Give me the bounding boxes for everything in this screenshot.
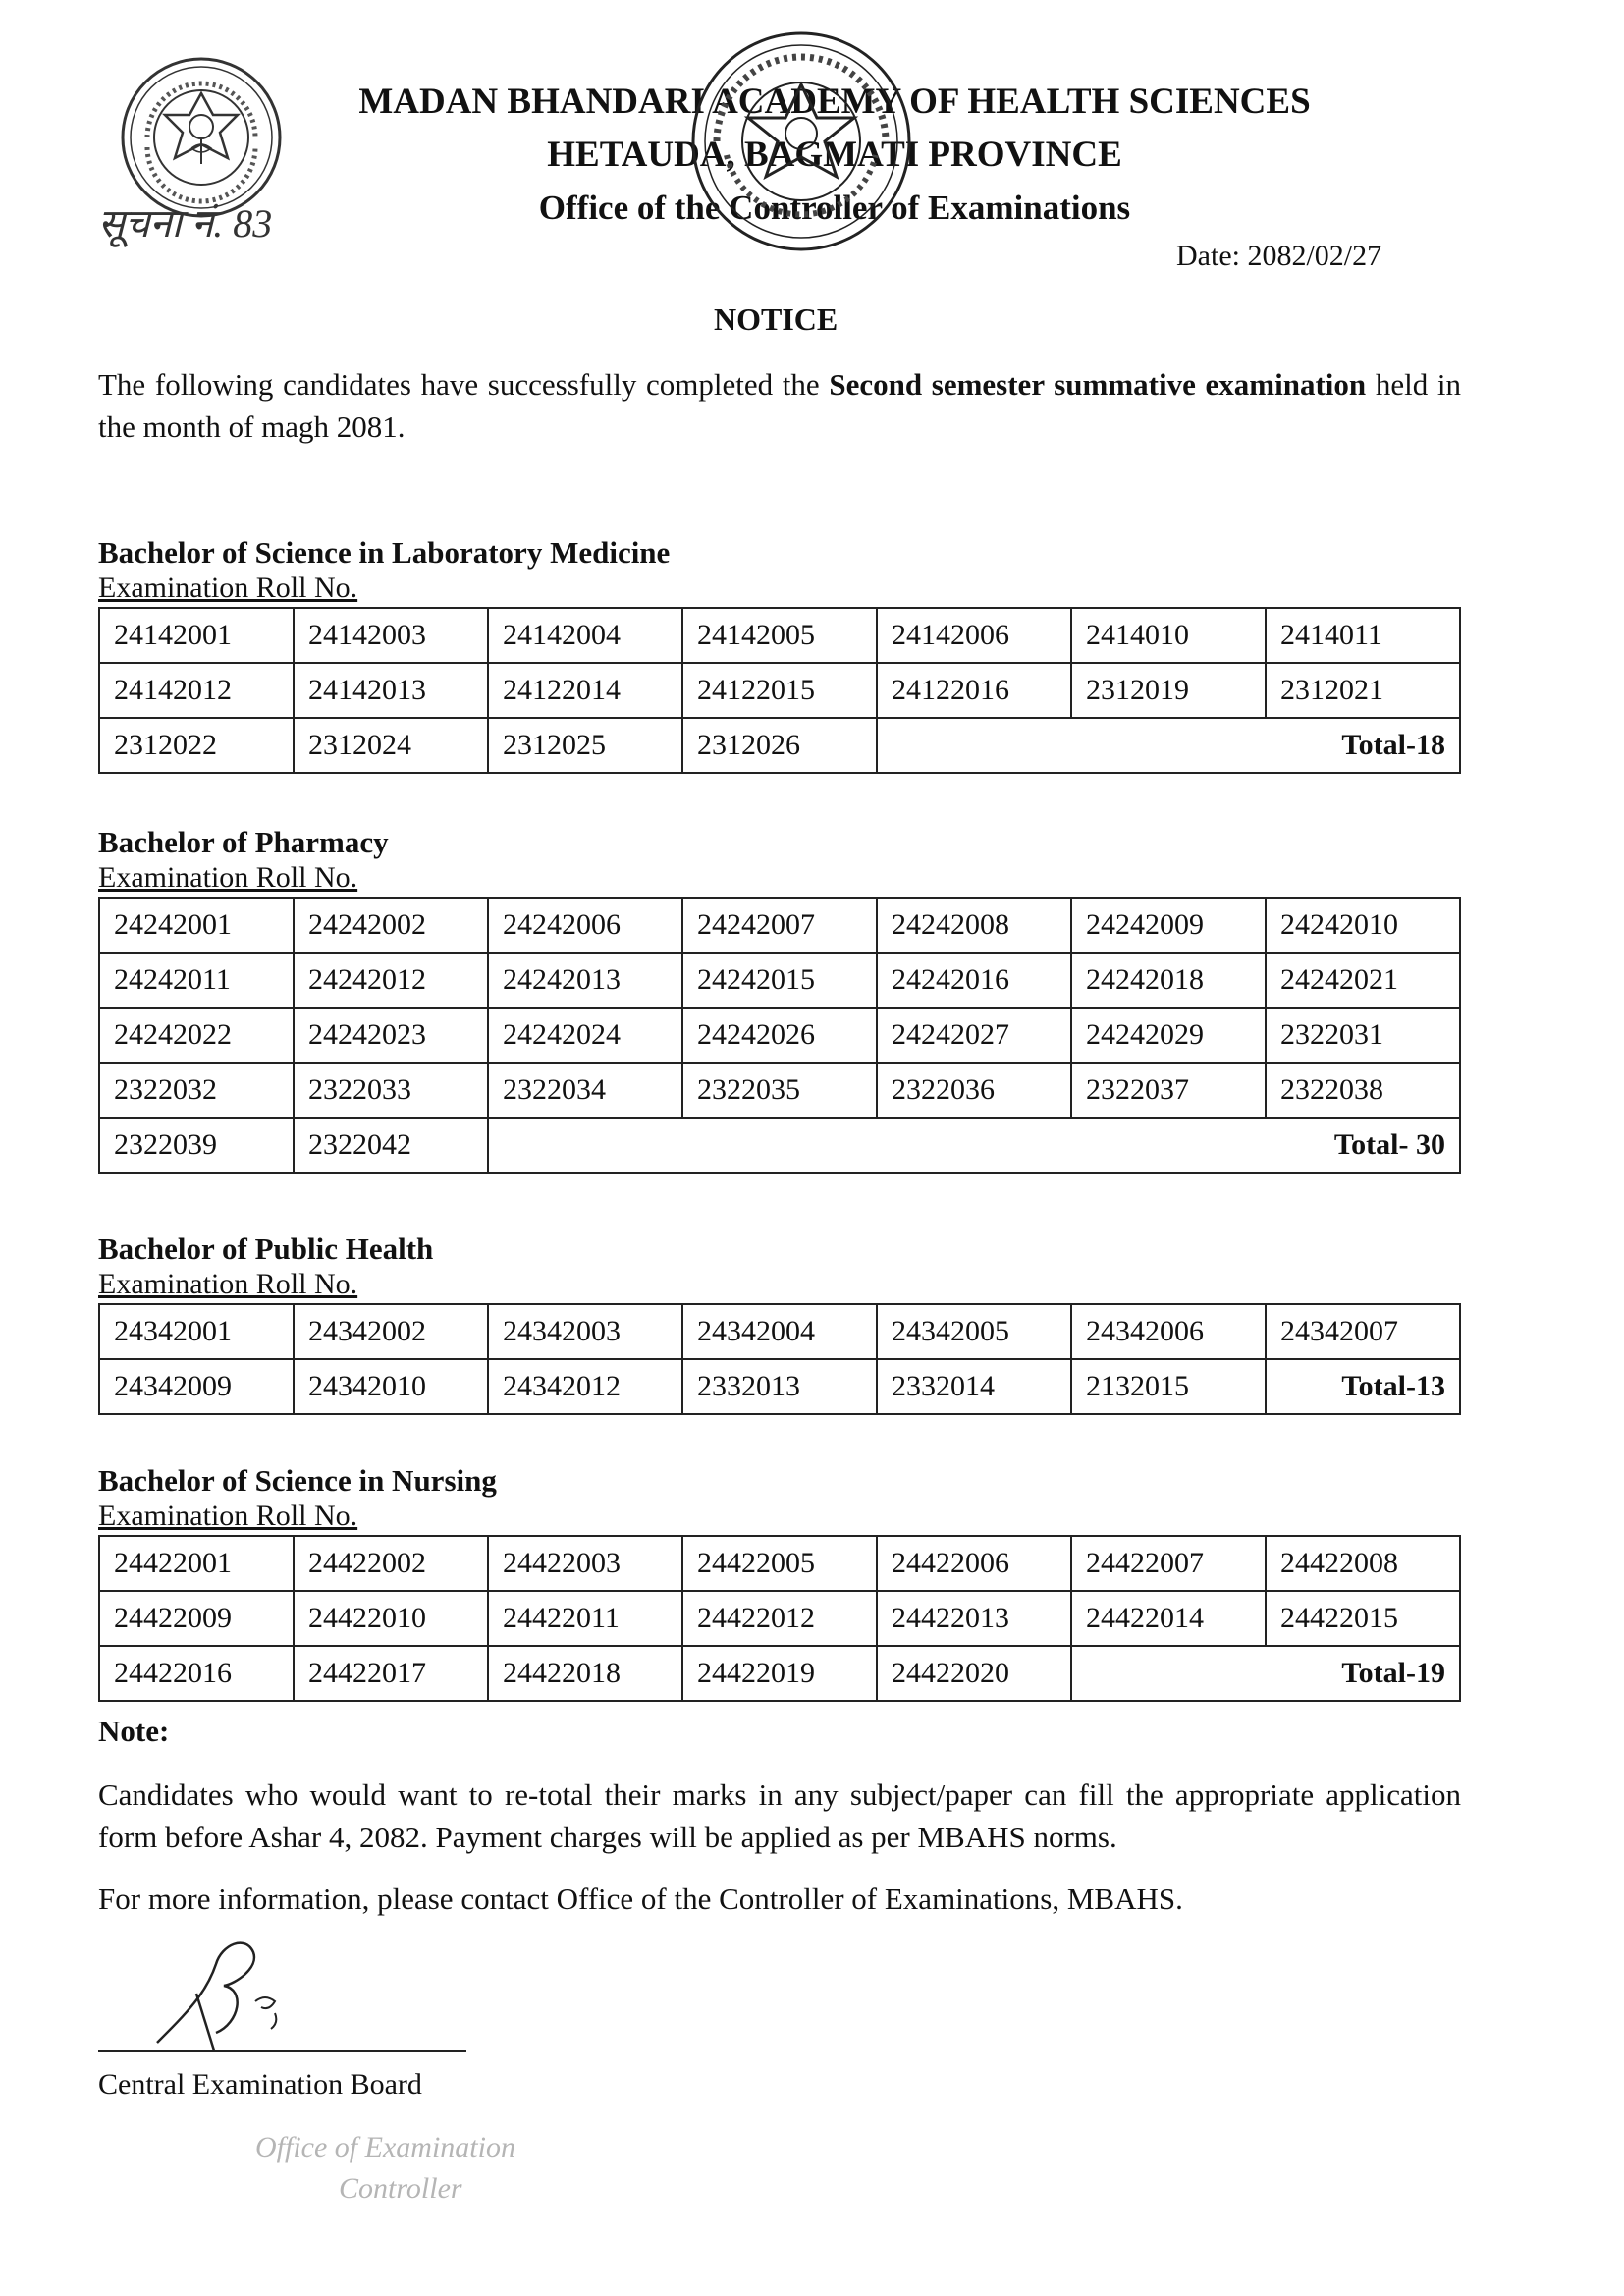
roll-number-cell: 24142004 <box>488 608 682 663</box>
roll-number-cell: 24242010 <box>1266 898 1460 953</box>
roll-number-cell: 24342002 <box>294 1304 488 1359</box>
roll-number-cell: 24242021 <box>1266 953 1460 1008</box>
roll-table-lab-medicine <box>98 607 1461 774</box>
signature-image <box>137 1925 334 2052</box>
roll-number-cell: 24242024 <box>488 1008 682 1063</box>
roll-number-cell: 24242011 <box>99 953 294 1008</box>
institution-name: MADAN BHANDARI ACADEMY OF HEALTH SCIENCES <box>358 82 1311 122</box>
roll-number-cell: 24142001 <box>99 608 294 663</box>
roll-number-cell: 24422005 <box>682 1536 877 1591</box>
roll-number-cell: 24422020 <box>877 1646 1071 1701</box>
roll-number-cell: 24342012 <box>488 1359 682 1414</box>
roll-number-cell: 24342005 <box>877 1304 1071 1359</box>
notice-title: NOTICE <box>714 301 839 337</box>
roll-number-cell: 24242006 <box>488 898 682 953</box>
table-row <box>99 663 1460 718</box>
table-row <box>99 608 1460 663</box>
office-stamp-line1: Office of Examination <box>255 2131 515 2163</box>
roll-number-cell: 24422009 <box>99 1591 294 1646</box>
section-title-nursing: Bachelor of Science in Nursing <box>98 1463 497 1498</box>
roll-number-cell: 2332014 <box>877 1359 1071 1414</box>
roll-number-cell: 24242018 <box>1071 953 1266 1008</box>
section-title-lab-medicine: Bachelor of Science in Laboratory Medicine <box>98 535 671 570</box>
roll-number-cell: 2322031 <box>1266 1008 1460 1063</box>
roll-number-cell: 24422019 <box>682 1646 877 1701</box>
section-subtitle: Examination Roll No. <box>98 1500 358 1532</box>
roll-table-pharmacy <box>98 897 1461 1174</box>
roll-number-cell: 24142013 <box>294 663 488 718</box>
roll-number-cell: 24142012 <box>99 663 294 718</box>
section-total: Total- 30 <box>488 1118 1460 1173</box>
table-row <box>99 1536 1460 1591</box>
table-row <box>99 953 1460 1008</box>
roll-number-cell: 24142005 <box>682 608 877 663</box>
section-title-pharmacy: Bachelor of Pharmacy <box>98 825 389 859</box>
exam-name: Second semester summative examination <box>829 367 1367 402</box>
roll-table-public-health <box>98 1303 1461 1415</box>
roll-number-cell: 2322033 <box>294 1063 488 1118</box>
roll-number-cell: 24422002 <box>294 1536 488 1591</box>
roll-number-cell: 24342003 <box>488 1304 682 1359</box>
roll-number-cell: 24242016 <box>877 953 1071 1008</box>
roll-number-cell: 24422016 <box>99 1646 294 1701</box>
roll-number-cell: 24242009 <box>1071 898 1266 953</box>
roll-number-cell: 2312024 <box>294 718 488 773</box>
roll-number-cell: 2322038 <box>1266 1063 1460 1118</box>
section-title-public-health: Bachelor of Public Health <box>98 1231 434 1266</box>
roll-number-cell: 24142006 <box>877 608 1071 663</box>
roll-number-cell: 24242007 <box>682 898 877 953</box>
table-row <box>99 898 1460 953</box>
roll-table-nursing <box>98 1535 1461 1702</box>
roll-number-cell: 24342001 <box>99 1304 294 1359</box>
examination-board-label: Central Examination Board <box>98 2068 422 2101</box>
roll-number-cell: 2322035 <box>682 1063 877 1118</box>
notice-date: Date: 2082/02/27 <box>1176 240 1382 272</box>
handwritten-reference-number: सूचना नं. 83 <box>98 201 273 246</box>
roll-number-cell: 24142003 <box>294 608 488 663</box>
roll-number-cell: 2332013 <box>682 1359 877 1414</box>
section-total: Total-18 <box>877 718 1460 773</box>
roll-number-cell: 24342010 <box>294 1359 488 1414</box>
roll-number-cell: 24422001 <box>99 1536 294 1591</box>
roll-number-cell: 2312026 <box>682 718 877 773</box>
roll-number-cell: 24422017 <box>294 1646 488 1701</box>
roll-number-cell: 24242022 <box>99 1008 294 1063</box>
roll-number-cell: 24242015 <box>682 953 877 1008</box>
roll-number-cell: 24242012 <box>294 953 488 1008</box>
roll-number-cell: 24422011 <box>488 1591 682 1646</box>
table-row <box>99 1118 1460 1173</box>
roll-number-cell: 24342004 <box>682 1304 877 1359</box>
roll-number-cell: 24422010 <box>294 1591 488 1646</box>
section-total: Total-19 <box>1071 1646 1460 1701</box>
roll-number-cell: 24242023 <box>294 1008 488 1063</box>
roll-number-cell: 2322042 <box>294 1118 488 1173</box>
table-row <box>99 1063 1460 1118</box>
roll-number-cell: 24242008 <box>877 898 1071 953</box>
roll-number-cell: 24122015 <box>682 663 877 718</box>
roll-number-cell: 2322034 <box>488 1063 682 1118</box>
roll-number-cell: 24422015 <box>1266 1591 1460 1646</box>
roll-number-cell: 2322032 <box>99 1063 294 1118</box>
section-subtitle: Examination Roll No. <box>98 1268 358 1300</box>
roll-number-cell: 2132015 <box>1071 1359 1266 1414</box>
table-row <box>99 1646 1460 1701</box>
roll-number-cell: 2312025 <box>488 718 682 773</box>
note-text-contact: For more information, please contact Office of the Controller of Examinations, MBAHS. <box>98 1882 1183 1916</box>
roll-number-cell: 2414010 <box>1071 608 1266 663</box>
institution-location: HETAUDA, BAGMATI PROVINCE <box>547 135 1122 175</box>
roll-number-cell: 2414011 <box>1266 608 1460 663</box>
roll-number-cell: 24422006 <box>877 1536 1071 1591</box>
roll-number-cell: 24342007 <box>1266 1304 1460 1359</box>
roll-number-cell: 24242026 <box>682 1008 877 1063</box>
roll-number-cell: 2312019 <box>1071 663 1266 718</box>
roll-number-cell: 24422018 <box>488 1646 682 1701</box>
table-row <box>99 1359 1460 1414</box>
roll-number-cell: 24242001 <box>99 898 294 953</box>
note-label: Note: <box>98 1714 170 1748</box>
roll-number-cell: 24422008 <box>1266 1536 1460 1591</box>
roll-number-cell: 24242013 <box>488 953 682 1008</box>
intro-paragraph: The following candidates have successfully completed the Second semester summative examination held in the month of magh 2081. <box>98 367 1461 444</box>
roll-number-cell: 24422007 <box>1071 1536 1266 1591</box>
signature-line <box>98 2050 466 2052</box>
center-seal-stamp <box>687 27 915 255</box>
roll-number-cell: 24342006 <box>1071 1304 1266 1359</box>
roll-number-cell: 24242029 <box>1071 1008 1266 1063</box>
roll-number-cell: 24422013 <box>877 1591 1071 1646</box>
note-text-retotal: Candidates who would want to re-total their marks in any subject/paper can fill the appropriate application form before Ashar 4, 2082. Payment charges will be applied as per MBAHS norms. <box>98 1777 1461 1854</box>
table-row <box>99 1008 1460 1063</box>
roll-number-cell: 24422014 <box>1071 1591 1266 1646</box>
roll-number-cell: 24422003 <box>488 1536 682 1591</box>
roll-number-cell: 24422012 <box>682 1591 877 1646</box>
roll-number-cell: 24342009 <box>99 1359 294 1414</box>
section-total: Total-13 <box>1266 1359 1460 1414</box>
roll-number-cell: 2312021 <box>1266 663 1460 718</box>
roll-number-cell: 2322039 <box>99 1118 294 1173</box>
table-row <box>99 1591 1460 1646</box>
table-row <box>99 1304 1460 1359</box>
office-name: Office of the Controller of Examinations <box>538 189 1131 227</box>
roll-number-cell: 2322036 <box>877 1063 1071 1118</box>
office-stamp-line2: Controller <box>339 2172 462 2205</box>
roll-number-cell: 2322037 <box>1071 1063 1266 1118</box>
roll-number-cell: 2312022 <box>99 718 294 773</box>
roll-number-cell: 24122014 <box>488 663 682 718</box>
section-subtitle: Examination Roll No. <box>98 572 358 604</box>
section-subtitle: Examination Roll No. <box>98 861 358 894</box>
roll-number-cell: 24242002 <box>294 898 488 953</box>
roll-number-cell: 24242027 <box>877 1008 1071 1063</box>
roll-number-cell: 24122016 <box>877 663 1071 718</box>
table-row <box>99 718 1460 773</box>
